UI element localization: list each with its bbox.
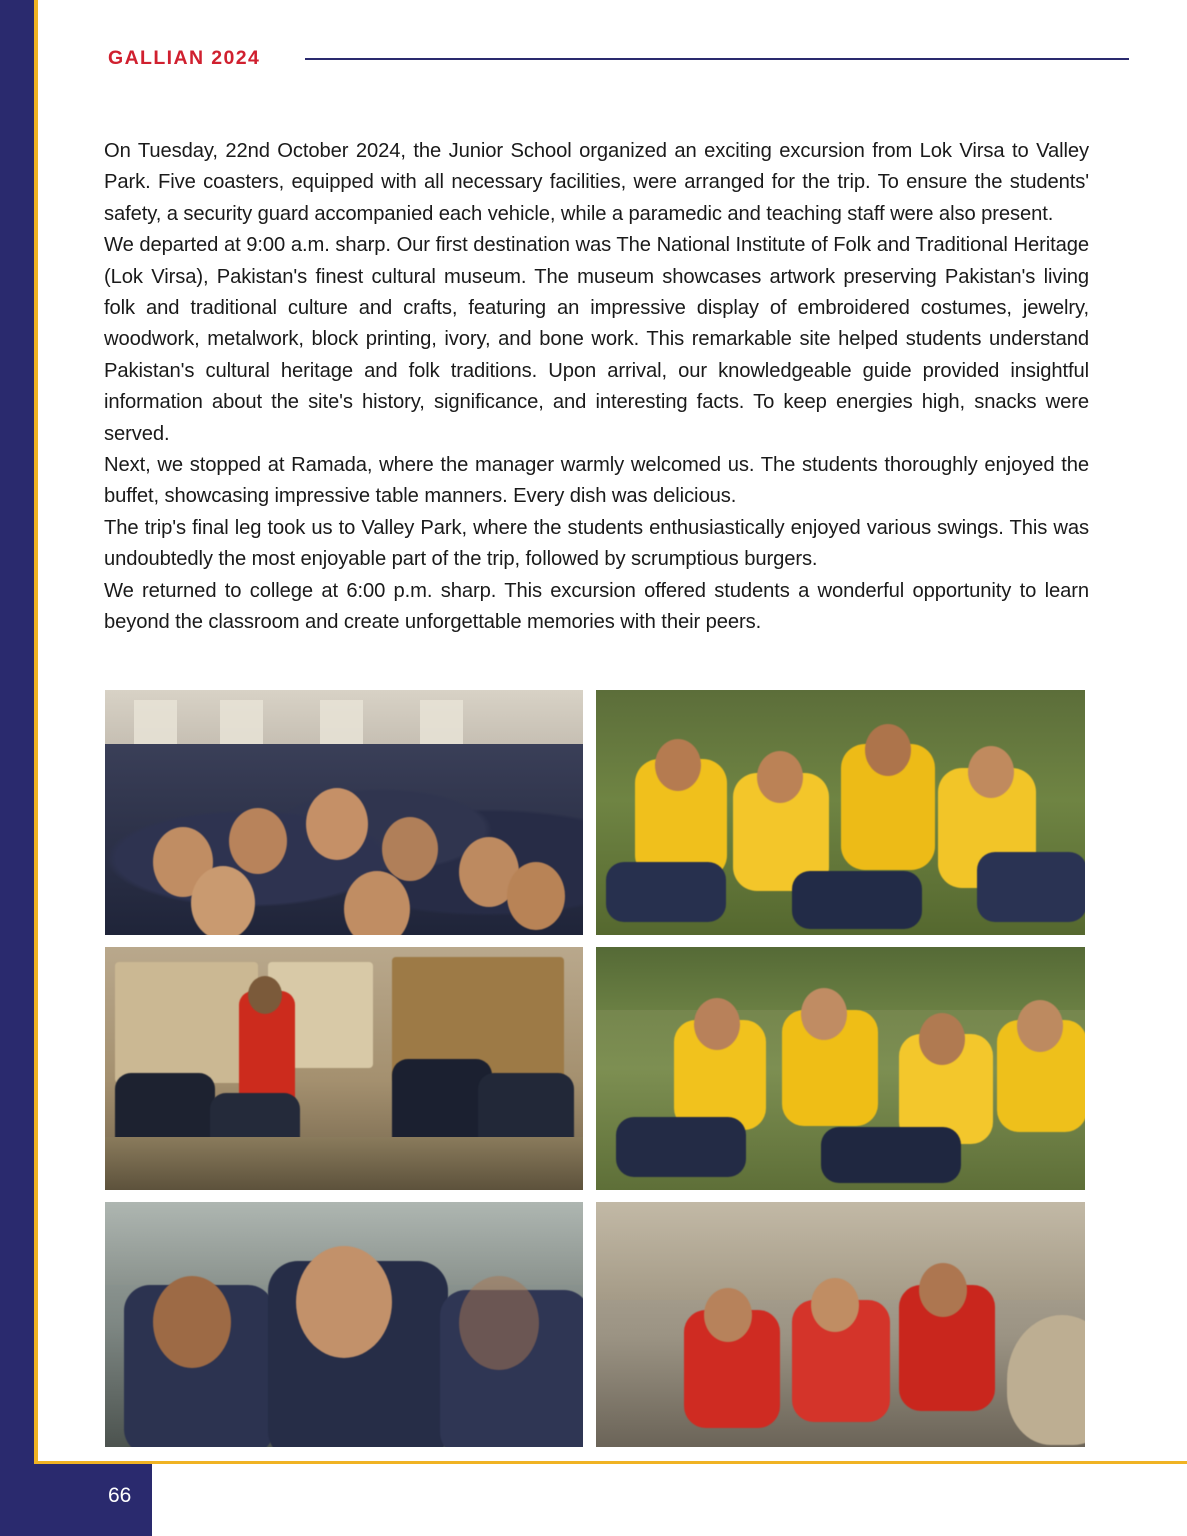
photo-students-park-group bbox=[596, 947, 1085, 1190]
article-body bbox=[104, 136, 1089, 639]
article-paragraph-4: The trip's final leg took us to Valley Park, where the students enthusiastically enjoyed various swings. This was undoubtedly the most enjoyable part of the trip, followed by scrumptious burgers. bbox=[104, 516, 1089, 571]
article-paragraph-1: On Tuesday, 22nd October 2024, the Junior School organized an exciting excursion from Lok Virsa to Valley Park. Five coasters, equipped with all necessary facilities, were arranged for the trip. To ensure the students' safety, a security guard accompanied each vehicle, while a paramedic and teaching staff were also present. bbox=[104, 140, 1089, 225]
article-paragraph-5: We returned to college at 6:00 p.m. sharp. This excursion offered students a wonderful opportunity to learn beyond the classroom and create unforgettable memories with their peers. bbox=[104, 579, 1089, 634]
page-spine-accent bbox=[34, 0, 38, 1536]
header-divider bbox=[305, 58, 1129, 60]
photo-three-boys-bus bbox=[105, 1202, 583, 1447]
photo-red-shirts-museum bbox=[596, 1202, 1085, 1447]
article-paragraph-2: We departed at 9:00 a.m. sharp. Our first destination was The National Institute of Folk and Traditional Heritage (Lok Virsa), Pakistan's finest cultural museum. The museum showcases artwork preserving Pakistan's living folk and traditional culture and crafts, featuring an impressive display of embroidered costumes, jewelry, woodwork, metalwork, block printing, ivory, and bone work. This remarkable site helped students understand Pakistan's cultural heritage and folk traditions. Upon arrival, our knowledgeable guide provided insightful information about the site's history, significance, and interesting facts. To keep energies high, snacks were served. bbox=[104, 234, 1089, 445]
gallery-row-1 bbox=[105, 690, 1085, 935]
footer-page-block bbox=[34, 1464, 152, 1536]
photo-bus-group-selfie bbox=[105, 690, 583, 935]
page-footer bbox=[0, 1448, 1187, 1536]
photo-museum-exhibit bbox=[105, 947, 583, 1190]
article-paragraph-3: Next, we stopped at Ramada, where the manager warmly welcomed us. The students thoroughly enjoyed the buffet, showcasing impressive table manners. Every dish was delicious. bbox=[104, 454, 1089, 508]
page-header bbox=[0, 0, 1187, 92]
photo-gallery bbox=[105, 690, 1085, 1459]
gallery-row-2 bbox=[105, 947, 1085, 1190]
page-title: GALLIAN 2024 bbox=[108, 47, 261, 69]
page-spine-bar bbox=[0, 0, 34, 1536]
gallery-row-3 bbox=[105, 1202, 1085, 1447]
photo-yellow-shirts-grass bbox=[596, 690, 1085, 935]
footer-accent-rule bbox=[34, 1461, 1187, 1464]
page-number: 66 bbox=[108, 1484, 132, 1507]
